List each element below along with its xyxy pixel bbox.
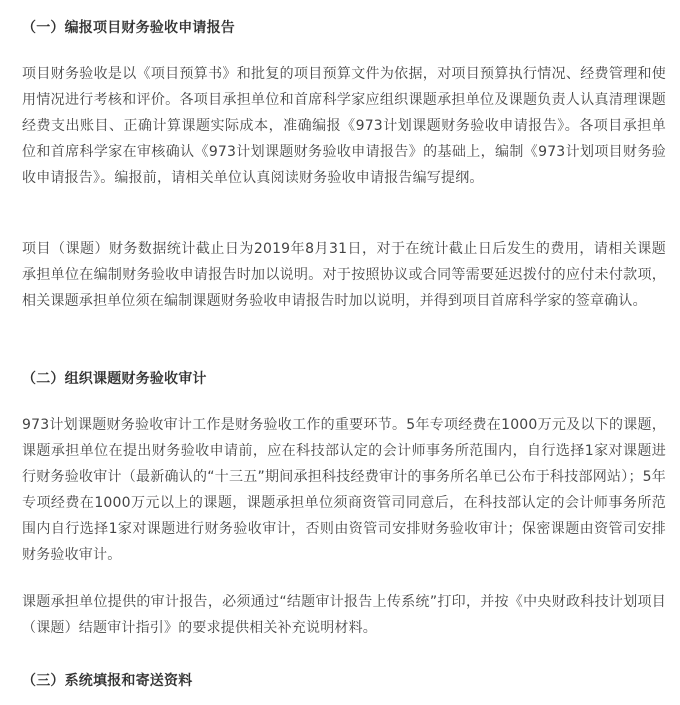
section-heading-1: （一）编报项目财务验收申请报告: [22, 20, 235, 36]
section-heading-3: （三）系统填报和寄送资料: [22, 673, 193, 689]
section-heading-2: （二）组织课题财务验收审计: [22, 371, 207, 387]
section2-paragraph-1: 973计划课题财务验收审计工作是财务验收工作的重要环节。5年专项经费在1000万元及以下的课题，课题承担单位在提出财务验收申请前，应在科技部认定的会计师事务所范围内，自行选择1家对课题进行财务验收审计（最新确认的“十三五”期间承担科技经费审计的事务所名单已公布于科技部网站）；5年专项经费在1000万元以上的课题，课题承担单位须商资管司同意后，在科技部认定的会计师事务所范围内自行选择1家对课题进行财务验收审计，否则由资管司安排财务验收审计；保密课题由资管司安排财务验收审计。: [22, 417, 666, 563]
section1-paragraph-2: 项目（课题）财务数据统计截止日为2019年8月31日，对于在统计截止日后发生的费用，请相关课题承担单位在编制财务验收申请报告时加以说明。对于按照协议或合同等需要延迟拨付的应付未付款项，相关课题承担单位须在编制课题财务验收申请报告时加以说明，并得到项目首席科学家的签章确认。: [22, 241, 666, 309]
section2-paragraph-2: 课题承担单位提供的审计报告，必须通过“结题审计报告上传系统”打印，并按《中央财政科技计划项目（课题）结题审计指引》的要求提供相关补充说明材料。: [22, 594, 666, 636]
section1-paragraph-1: 项目财务验收是以《项目预算书》和批复的项目预算文件为依据，对项目预算执行情况、经费管理和使用情况进行考核和评价。各项目承担单位和首席科学家应组织课题承担单位及课题负责人认真清理课题经费支出账目、正确计算课题实际成本，准确编报《973计划课题财务验收申请报告》。各项目承担单位和首席科学家在审核确认《973计划课题财务验收申请报告》的基础上，编制《973计划项目财务验收申请报告》。编报前，请相关单位认真阅读财务验收申请报告编写提纲。: [22, 66, 666, 186]
